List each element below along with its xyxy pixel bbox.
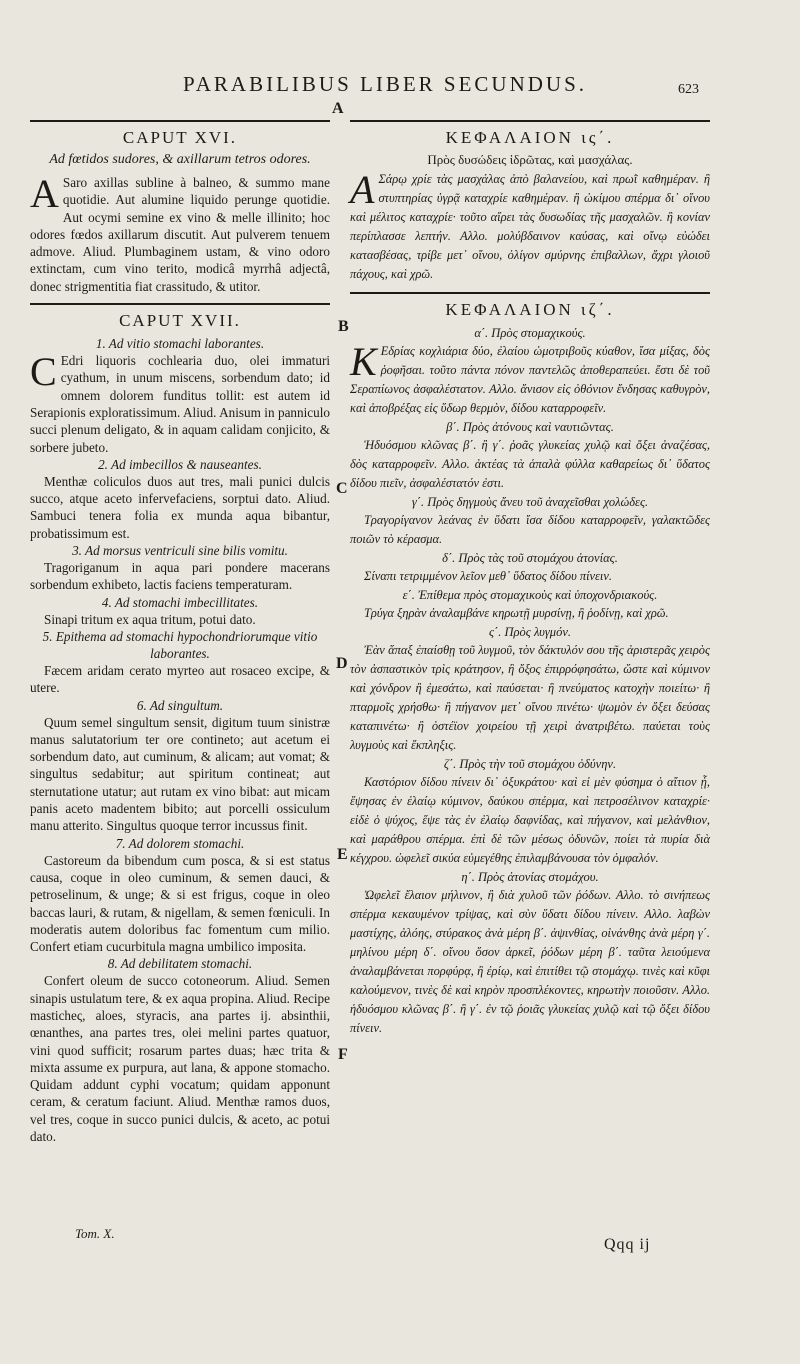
drop-cap-alpha: Α — [350, 167, 375, 212]
gr-section-2-title: β΄. Πρὸς ἀτόνους καὶ ναυτιῶντας. — [446, 420, 614, 434]
gr-section-1-text: Κ Εδρίας κοχλιάρια δύο, ἐλαίου ὠμοτριβοῦς κύαθον, ἴσα μίξας, δὸς ῥοφῆσαι. τοῦτο πάντα πόνον παντελῶς ἀποθεραπεύει. ἔστι δὲ τοῦ Σεραπίωνος ἀσφαλέστατον. Αλλο. ἄνισον εἰς ὀθόνιον ἔνδησας καθυγρὸν, καὶ ἀποβρέξας εἰς ὕδωρ θερμὸν, δίδου καταρροφεῖν. — [350, 339, 710, 415]
section-1-title: 1. Ad vitio stomachi laborantes. — [95, 336, 265, 352]
kephalaion-16-title: ΚΕΦΑΛΑΙΟΝ ις΄. — [445, 128, 615, 147]
section-8-title: 8. Ad debilitatem stomachi. — [107, 956, 253, 972]
section-5-title: 5. Epithema ad stomachi hypochondriorumque vitio laborantes. — [42, 628, 318, 661]
drop-cap-c: C — [30, 349, 57, 395]
gr-section-1-title: α΄. Πρὸς στομαχικούς. — [474, 326, 586, 340]
section-4-text: Sinapi tritum ex aqua tritum, potui dato. — [44, 611, 256, 627]
gr-section-8-title: η΄. Πρὸς ἀτονίας στομάχου. — [461, 870, 599, 884]
signature-mark: Qqq ij — [604, 1236, 651, 1253]
gr-section-7-text: Καστόριον δίδου πίνειν δι᾽ ὀξυκράτου· καὶ εἰ μὲν φύσημα ὁ αἴτιον ᾖ, ἕψησας ἐν ἐλαίῳ κύμινον, δαύκου σπέρμα, καὶ πετροσέλινον καταχρίε· εἰδὲ ὁ ψύχος, ἕψε τὰς ἐν ἐλαίῳ δαφνίδας, καὶ πήγανον, καὶ μελάνθιον, καὶ μαράθρου σπέρμα. ἐπὶ δὲ τῶν μέσως ὀδυνῶν, ποίει τὰ πυρία διὰ κέγχρου. ὠφελεῖ σικύα εὐμεγέθης ἐπιλαμβάνουσα τὸν ὀμφαλόν. — [350, 775, 710, 865]
section-8-text: Confert oleum de succo cotoneorum. Aliud. Semen sinapis ustulatum tere, & ex aqua propina. Aliud. Recipe masticheς, aloes, styracis, ana partes ij. absinthii, œnanthes, ana partes tres, olei melini partes quatuor, vini quod sufficit; rosarum partes duas; hæc trita & mixta assume ex purpura, aut lana, & appone stomacho. Quidam addunt cyphi vocatum; quidam apponunt ceram, & ceratum faciunt. Aliud. Menthæ ramos duos, vel tres, coque in succo punici dulcis, & aceto, ac potui dato. — [30, 973, 330, 1145]
chapter-16-text: A Saro axillas subline à balneo, & summo mane quotidie. Aut alumine liquido perunge quotidie. Aut ocymi semine ex vino & melle illinito; hoc odores fœdos axillarum discutit. Aut pulverem tenuem admove. Aliud. Plumbaginem ustam, & vino odoro extinctam, cum vino terito, modicâ myrrhâ adjectâ, donec strigmentitia fiat crassitudo, & utitor. — [30, 171, 330, 294]
gr-section-5-text: Τρύγα ξηρὰν ἀναλαμβάνε κηρωτῇ μυρσίνῃ, ἢ ῥοδίνῃ, καὶ χρῶ. — [364, 606, 669, 620]
margin-letter-e: E — [337, 846, 348, 863]
rule-top-left — [30, 120, 330, 122]
page-number: 623 — [678, 82, 699, 97]
section-5-text: Fæcem aridam cerato myrteo aut rosaceo excipe, & utere. — [30, 662, 330, 696]
gr-section-3-text: Τραγορίγανον λεάνας ἐν ὕδατι ἴσα δίδου καταρροφεῖν, γαλακτῶδες ποιῶν τὸ κέρασμα. — [350, 513, 710, 546]
drop-cap-kappa: Κ — [350, 339, 377, 384]
drop-cap-a: A — [30, 171, 59, 216]
gr-section-4-text: Σίναπι τετριμμένον λεῖον μεθ᾽ ὕδατος δίδου πίνειν. — [364, 569, 612, 583]
rule-mid-right — [350, 292, 710, 294]
section-3-text: Tragoriganum in aqua pari pondere macerans sorbendum exhibeto, lactis faciens temperaturam. — [30, 560, 330, 593]
section-6-text: Quum semel singultum sensit, digitum tuum sinistræ manus salutatorium ter ore contineto; aut acetum ei sorbendum dato, aut cuminum, & alicam; aut vomat; & singultus sedabitur; aut spiritum contineat; aut sternutatione utatur; aut rutam ex vino bibat: aut micam panis aceto madentem bibito; aut porcelli ossiculum manu atterito. Singultus quoque terror incussus finit. — [30, 714, 330, 834]
kephalaion-16-subtitle: Πρὸς δυσώδεις ἱδρῶτας, καὶ μασχάλας. — [427, 152, 633, 167]
section-1-text: C Edri liquoris cochlearia duo, olei immaturi cyathum, in unum miscens, sorbendum dato; id omnem dolorem funditus tollit: est autem id Serapionis exploratissimum. Aliud. Anisum in panniculo succi plenum deligato, & in aquam calidam conjicito, & sorbere jubeto. — [30, 349, 330, 455]
margin-letter-f: F — [338, 1046, 348, 1063]
rule-top-right — [350, 120, 710, 122]
margin-letter-c: C — [336, 480, 348, 497]
gr-section-3-title: γ΄. Πρὸς δηγμοὺς ἄνευ τοῦ ἀναχεῖσθαι χολώδες. — [411, 495, 649, 509]
margin-letter-a: A — [332, 100, 344, 117]
latin-column — [30, 120, 330, 1145]
section-7-title: 7. Ad dolorem stomachi. — [115, 835, 245, 851]
gr-section-2-text: Ἡδυόσμου κλῶνας β΄. ἢ γ΄. ῥοᾶς γλυκείας χυλῷ καὶ ὄξει ἀναζέσας, δὸς καταρροφεῖν. Αλλο. ἀκτέας τὰ ἁπαλὰ φύλλα καθαρείως δι᾽ ὕδατος δίδου πιεῖν, ἀσφαλέστατόν ἐστι. — [350, 438, 710, 490]
kephalaion-17-title: ΚΕΦΑΛΑΙΟΝ ιζ΄. — [445, 300, 615, 319]
gr-section-4-title: δ΄. Πρὸς τὰς τοῦ στομάχου ἀτονίας. — [442, 551, 618, 565]
section-2-title: 2. Ad imbecillos & nauseantes. — [98, 456, 262, 472]
section-7-text: Castoreum da bibendum cum posca, & si est status causa, coque in oleo cuminum, & semen dauci, & petroselinum, & unge; & si est frigus, coque in oleo baccas lauri, & rutam, & nigellam, & semen fœniculi. In moderatis autem doloribus fac fomentum cum milio. Confert etiam cucurbitula magna umbilico imposita. — [30, 852, 330, 955]
running-head: PARABILIBUS LIBER SECUNDUS. — [182, 72, 588, 96]
margin-letter-d: D — [336, 655, 348, 672]
rule-mid-left — [30, 303, 330, 305]
chapter-16-title: CAPUT XVI. — [122, 128, 238, 147]
kephalaion-16-text: Α Σάρῳ χρίε τὰς μασχάλας ἀπὸ βαλανείου, καὶ πρωῒ καθημέραν. ἢ στυπτηρίας ὑγρᾷ καταχρίε καθημέραν. ἢ ὠκίμου σπέρμα δι᾽ οἴνου καὶ μέλιτος καταχρίε· τοῦτο αἴρει τὰς δυσωδίας τῆς μασχαλῶν. ἢ κονίαν περίπλασσε λεπτήν. Αλλο. μολύβδαινον καύσας, καὶ οἴνῳ εὐώδει κατασβέσας, τρίβε μετ᾽ οἴνου, ὀλίγον σμύρνης ἐπιβαλλων, ἄχρι γλοιοῦ πάχους, καὶ χρῶ. — [350, 167, 710, 281]
gr-section-6-title: ς΄. Πρὸς λυγμόν. — [488, 625, 572, 639]
gr-section-6-text: Ἐὰν ἅπαξ ἐπαίσθῃ τοῦ λυγμοῦ, τὸν δάκτυλόν σου τῆς ἀριστερᾶς χειρὸς τὸν ἀσπαστικὸν τρὶς κράτησον, ἢ ὄξος ἐπιρρόφησάτω, ὥστε καὶ κύμινον καὶ χόνδρον ἢ ἐμεσάτω, καὶ παύσεται· ἢ πνεύματος κατοχὴν ποιείτω· ἢ πταρμοῖς χρήσθω· ἢ πήγανον μετ᾽ οἴνου πινέτω· ψωμὸν ἐν ὄξει δεύσας καταπινέτω· ἢ ὀστέϊον χοιρείου τῇ χειρὶ ἀνατριβέτω. παύεται τοὺς λυγμοὺς καὶ ἔκπληξις. — [350, 643, 710, 752]
section-2-text: Menthæ coliculos duos aut tres, mali punici dulcis succo, atque aceto infervefaciens, sorptui dato. Aliud. Sambuci tenera folia ex munda aqua bibantur, probatissimum est. — [30, 473, 330, 541]
greek-column — [350, 120, 710, 1038]
volume-mark: Tom. X. — [75, 1226, 115, 1241]
chapter-16-subtitle: Ad fœtidos sudores, & axillarum tetros odores. — [49, 152, 311, 167]
section-4-title: 4. Ad stomachi imbecillitates. — [101, 594, 259, 610]
gr-section-5-title: ε΄. Ἐπίθεμα πρὸς στομαχικοὺς καὶ ὑποχονδριακούς. — [402, 588, 658, 602]
chapter-17-title: CAPUT XVII. — [119, 311, 241, 331]
section-6-title: 6. Ad singultum. — [136, 697, 224, 713]
gr-section-7-title: ζ΄. Πρὸς τὴν τοῦ στομάχου ὀδύνην. — [443, 757, 617, 771]
gr-section-8-text: Ὠφελεῖ ἔλαιον μήλινον, ἢ διὰ χυλοῦ τῶν ῥόδων. Αλλο. τὸ σινήπεως σπέρμα κεκαυμένον τρίψας, καὶ σὺν ὕδατι δίδου πίνειν. Αλλο. λαβὼν μαστίχης, ἀλόης, στύρακος ἀνὰ μέρη β΄. ἀψινθίας, οἰνάνθης ἀνὰ μέρη γ΄. μηλίνου μέρη δ΄. οἴνου ὅσον ἀρκεῖ, ῥόδων μέρη β΄. ταῦτα λειούμενα ἀναλαμβάνεται πορφύρᾳ, ἢ ἐρίῳ, καὶ ἐπιτίθει τῷ στομάχῳ. τινὲς καὶ κῦφι καλούμενον, τινὲς δὲ καὶ κηρὸν προσπλέκοντες, κηρωτὴν ποιοῦσιν. Αλλο. ἡδυόσμου κλῶνας β΄. ἢ γ΄. ἐν τῷ ῥοιᾶς γλυκείας χυλῷ καὶ τῷ ὄξει δίδου πίνειν. — [350, 888, 710, 1035]
margin-letter-b: B — [338, 318, 349, 335]
section-3-title: 3. Ad morsus ventriculi sine bilis vomitu. — [72, 543, 288, 559]
